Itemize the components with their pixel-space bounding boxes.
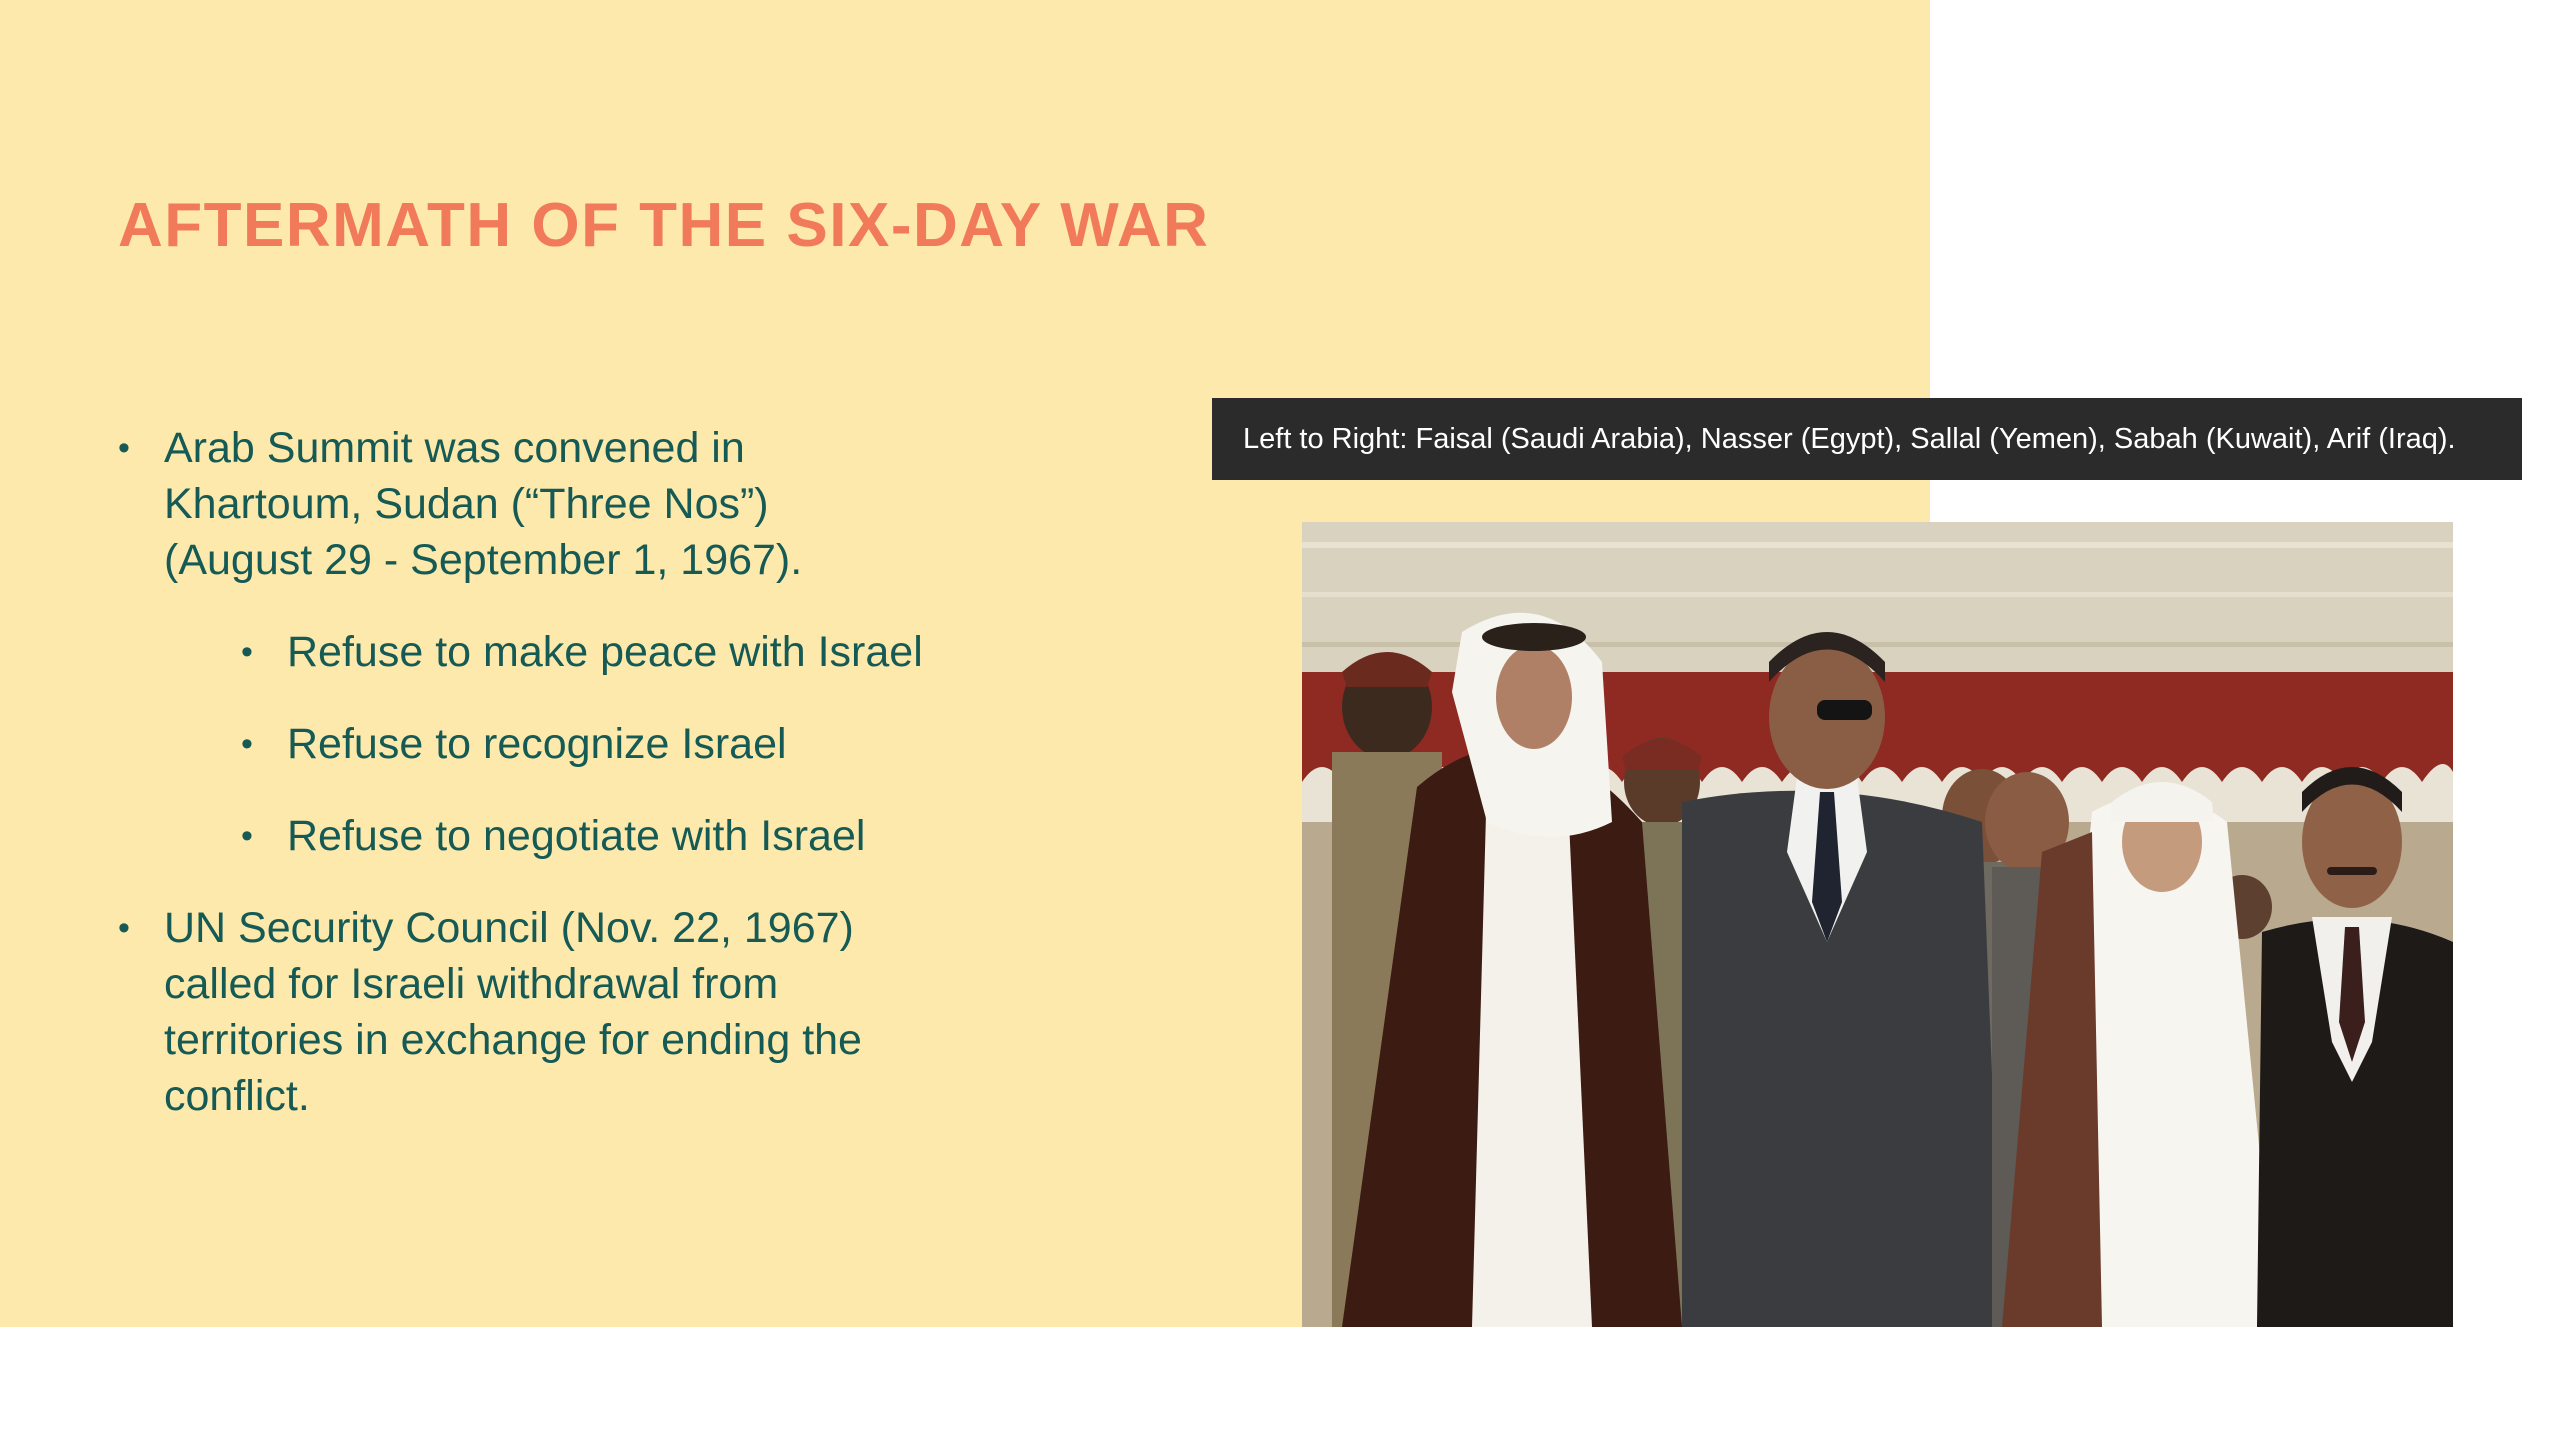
historical-photo [1302,522,2453,1327]
photo-illustration [1302,522,2453,1327]
bullet-text: Refuse to make peace with Israel [287,628,923,676]
bullet-text: UN Security Council (Nov. 22, 1967) called for Israeli withdrawal from territories in exchange for ending the conflict. [164,904,862,1120]
bullet-text: Arab Summit was convened in Khartoum, Sudan (“Three Nos”) (August 29 - September 1, 1967). [164,424,803,584]
bullet-marker: • [118,429,130,467]
bullet-item-un-council [112,900,1172,1124]
bullet-marker: • [241,817,253,855]
photo-caption [1212,398,2522,480]
slide-title: AFTERMATH OF THE SIX-DAY WAR [118,191,1210,260]
bullet-marker: • [118,909,130,947]
caption-text: Left to Right: Faisal (Saudi Arabia), Nasser (Egypt), Sallal (Yemen), Sabah (Kuwait), Arif (Iraq). [1243,422,2456,455]
bullet-list [112,420,1172,1160]
bullet-marker: • [241,725,253,763]
bullet-marker: • [241,633,253,671]
bullet-item-no-recognition [235,716,1172,772]
bullet-item-no-negotiation [235,808,1172,864]
bullet-text: Refuse to negotiate with Israel [287,812,866,860]
bullet-item-no-peace [235,624,1172,680]
bullet-text: Refuse to recognize Israel [287,720,787,768]
bullet-item-summit [112,420,1172,588]
